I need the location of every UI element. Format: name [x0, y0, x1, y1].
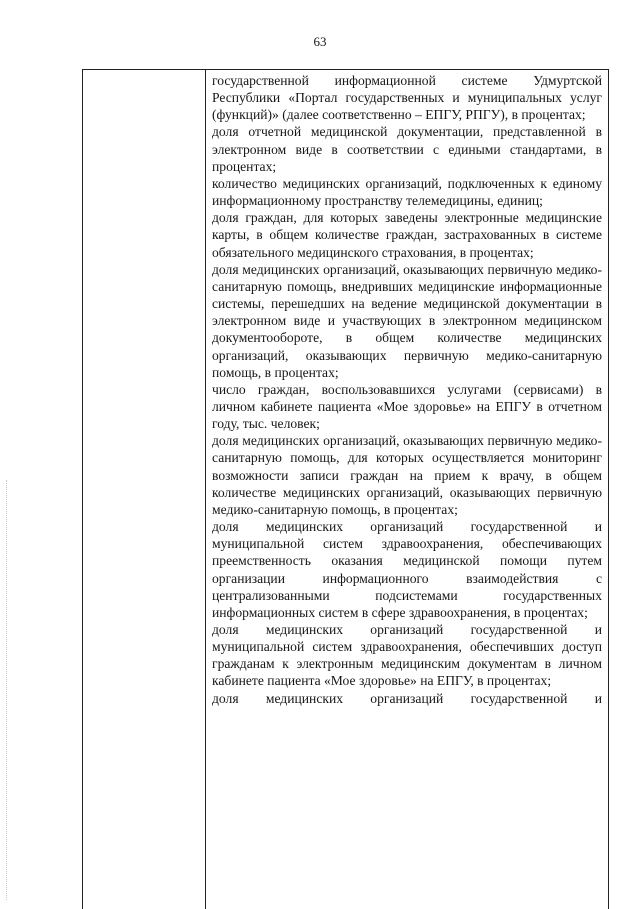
- indicator-paragraph: доля медицинских организаций государственной и муниципальной систем здравоохранения, обеспечивающих преемственность оказания медицинской помощи путем организации информационного взаимодействия с централизованными подсистемами государственных информационных систем в сфере здравоохранения, в процентах;: [212, 519, 602, 620]
- indicator-paragraph: доля отчетной медицинской документации, представленной в электронном виде в соответствии с едиными стандартами, в процентах;: [212, 124, 602, 174]
- indicator-paragraph: доля медицинских организаций, оказывающих первичную медико-санитарную помощь, внедривших медицинские информационные системы, перешедших на ведение медицинской документации в электронном виде и участвующих в электронном медицинском документообороте, в общем количестве медицинских организаций, оказывающих первичную медико-санитарную помощь, в процентах;: [212, 261, 602, 380]
- column-divider: [205, 70, 206, 909]
- page-number: 63: [313, 34, 327, 49]
- document-table: [82, 69, 609, 909]
- table-right-cell: [212, 72, 602, 707]
- table-left-cell: [83, 70, 205, 909]
- indicator-paragraph: доля медицинских организаций, оказывающих первичную медико-санитарную помощь, для которых осуществляется мониторинг возможности записи граждан на прием к врачу, в общем количестве медицинских организаций, оказывающих первичную медико-санитарную помощь, в процентах;: [212, 433, 602, 517]
- indicator-paragraph: доля медицинских организаций государственной и: [212, 690, 602, 706]
- indicator-paragraph: число граждан, воспользовавшихся услугами (сервисами) в личном кабинете пациента «Мое здоровье» на ЕПГУ в отчетном году, тыс. человек;: [212, 381, 602, 432]
- indicator-paragraph: доля медицинских организаций государственной и муниципальной систем здравоохранения, обеспечивших доступ гражданам к электронным медицинским документам в личном кабинете пациента «Мое здоровье» на ЕПГУ, в процентах;: [212, 622, 602, 689]
- scan-margin-artifact: [6, 480, 7, 900]
- indicator-paragraph: количество медицинских организаций, подключенных к единому информационному пространству телемедицины, единиц;: [212, 175, 602, 209]
- indicator-paragraph: доля граждан, для которых заведены электронные медицинские карты, в общем количестве граждан, застрахованных в системе обязательного медицинского страхования, в процентах;: [212, 210, 602, 260]
- indicator-paragraph: государственной информационной системе Удмуртской Республики «Портал государственных и муниципальных услуг (функций)» (далее соответственно – ЕПГУ, РПГУ), в процентах;: [212, 73, 602, 123]
